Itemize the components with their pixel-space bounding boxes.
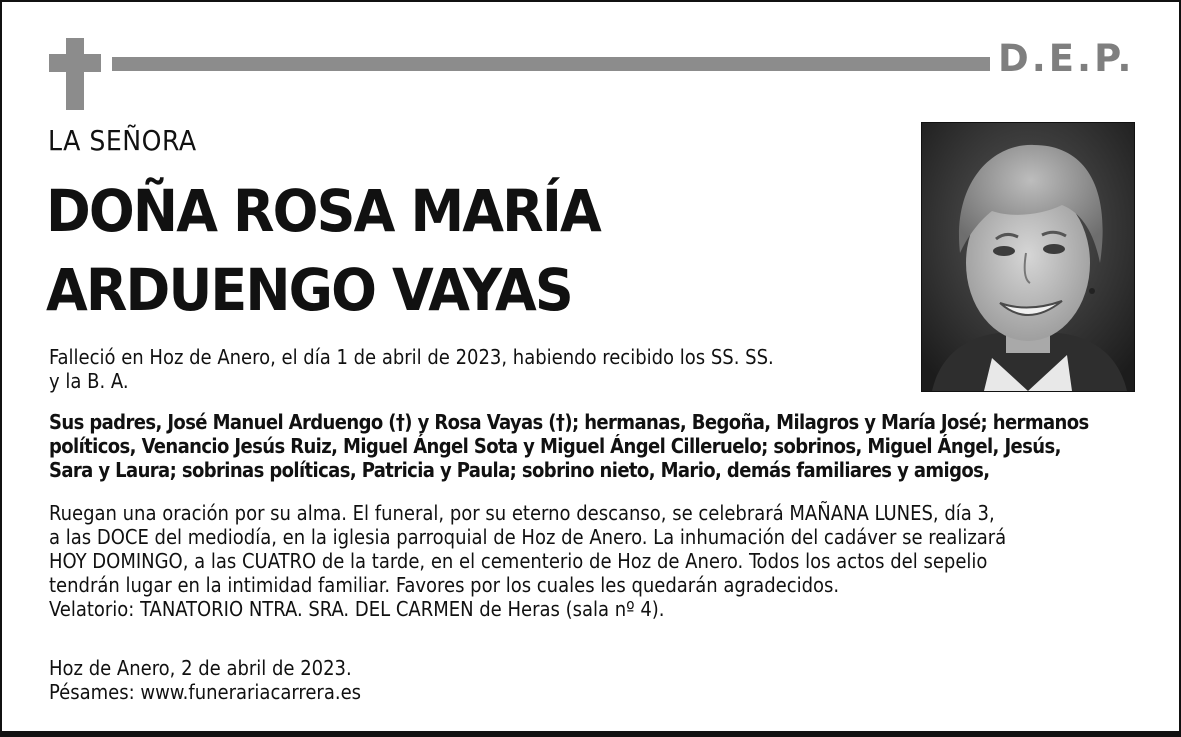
place-date: Hoz de Anero, 2 de abril de 2023. <box>49 656 352 680</box>
family-line: Sara y Laura; sobrinas políticas, Patricia y Paula; sobrino nieto, Mario, demás familiares y amigos, <box>49 458 990 482</box>
death-notice-line: y la B. A. <box>49 369 129 393</box>
service-line: a las DOCE del mediodía, en la iglesia parroquial de Hoz de Anero. La inhumación del cadáver se realizará <box>49 525 1007 549</box>
footer <box>49 656 361 704</box>
intro-label: LA SEÑORA <box>48 124 197 157</box>
deceased-name-line-2: ARDUENGO VAYAS <box>46 256 572 324</box>
death-notice-line: Falleció en Hoz de Anero, el día 1 de abril de 2023, habiendo recibido los SS. SS. <box>49 345 774 369</box>
family-list <box>49 410 1089 482</box>
service-line: HOY DOMINGO, a las CUATRO de la tarde, en el cementerio de Hoz de Anero. Todos los actos del sepelio <box>49 549 988 573</box>
family-line: políticos, Venancio Jesús Ruiz, Miguel Ángel Sota y Miguel Ángel Cilleruelo; sobrinos, Miguel Ángel, Jesús, <box>49 434 1061 458</box>
deceased-name-line-1: DOÑA ROSA MARÍA <box>46 177 600 245</box>
service-line: Ruegan una oración por su alma. El funeral, por su eterno descanso, se celebrará MAÑANA LUNES, día 3, <box>49 501 995 525</box>
death-notice <box>49 345 774 393</box>
condolences-link[interactable]: Pésames: www.funerariacarrera.es <box>49 680 362 704</box>
portrait-photo <box>921 122 1135 392</box>
service-details <box>49 501 1006 621</box>
header-rule <box>112 57 990 71</box>
service-line: Velatorio: TANATORIO NTRA. SRA. DEL CARMEN de Heras (sala nº 4). <box>49 597 665 621</box>
family-line: Sus padres, José Manuel Arduengo (†) y Rosa Vayas (†); hermanas, Begoña, Milagros y María José; hermanos <box>49 410 1089 434</box>
dep-label: D.E.P. <box>998 37 1135 80</box>
service-line: tendrán lugar en la intimidad familiar. Favores por los cuales les quedarán agradecidos. <box>49 573 840 597</box>
